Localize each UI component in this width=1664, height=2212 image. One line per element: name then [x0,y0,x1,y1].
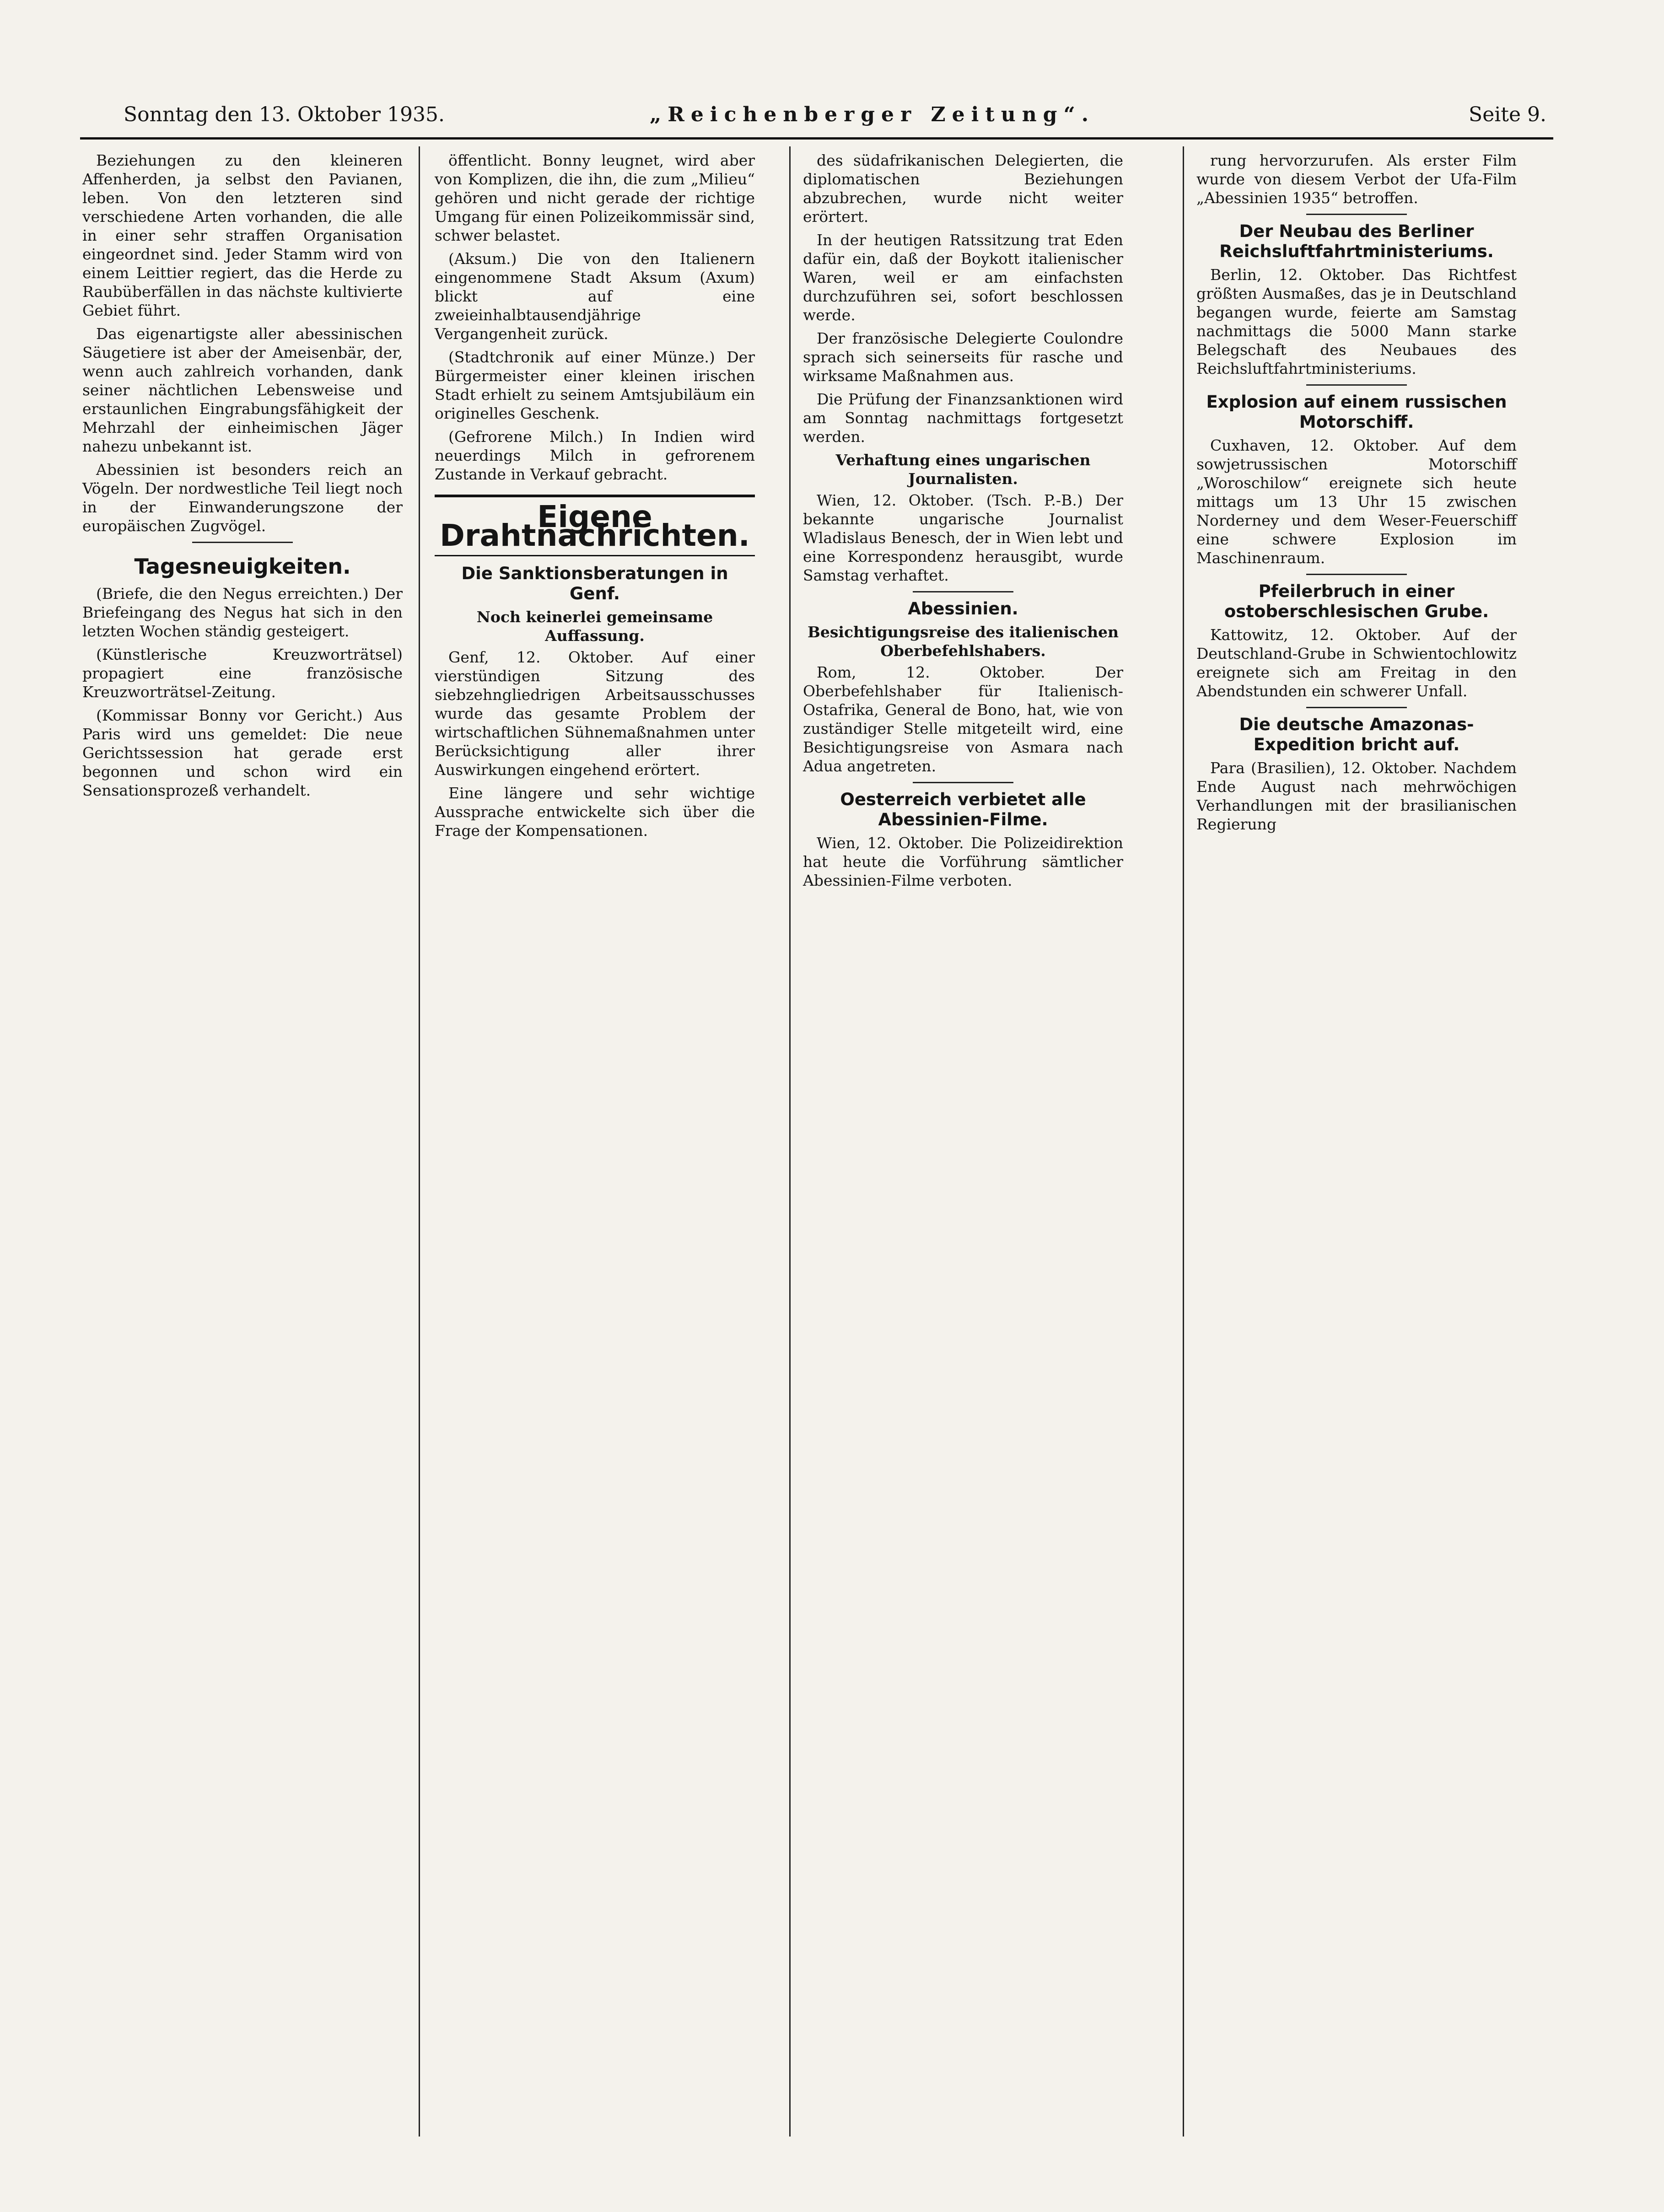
article-paragraph: rung hervorzurufen. Als erster Film wurde von diesem Verbot der Ufa-Film „Abessinien 1935“ betroffen. [1196,151,1517,207]
section-separator [192,542,293,543]
article-headline: Pfeilerbruch in einer ostoberschlesischen Grube. [1224,581,1489,621]
article-paragraph: (Aksum.) Die von den Italienern eingenommene Stadt Aksum (Axum) blickt auf eine zweieinhalbtausendjährige Vergangenheit zurück. [435,250,755,343]
column-1 [82,151,403,804]
newspaper-title: „Reichenberger Zeitung“. [650,103,1095,126]
article-paragraph: Cuxhaven, 12. Oktober. Auf dem sowjetrussischen Motorschiff „Woroschilow“ ereignete sich heute mittags um 13 Uhr 15 zwischen Norderney und dem Weser-Feuerschiff eine schwere Explosion im Maschinenraum. [1196,436,1517,567]
article-paragraph: Die Prüfung der Finanzsanktionen wird am Sonntag nachmittags fortgesetzt werden. [803,390,1123,446]
issue-date: Sonntag den 13. Oktober 1935. [124,103,445,126]
article-paragraph: Wien, 12. Oktober. (Tsch. P.-B.) Der bekannte ungarische Journalist Wladislaus Benesch, der in Wien lebt und eine Korrespondenz herausgibt, wurde Samstag verhaftet. [803,491,1123,584]
section-separator [913,782,1013,783]
section-separator [913,591,1013,592]
page-header [124,103,1546,135]
article-paragraph: Genf, 12. Oktober. Auf einer vierstündigen Sitzung des siebzehngliedrigen Arbeitsausschusses wurde das gesamte Problem der wirtschaftlichen Sühnemaßnahmen unter Berücksichtigung aller ihrer Auswirkungen eingehend erörtert. [435,648,755,779]
article-subheadline: Noch keinerlei gemeinsame Auffassung. [476,608,713,645]
article-headline: Verhaftung eines ungarischen Journalisten. [835,451,1091,488]
article-paragraph: (Stadtchronik auf einer Münze.) Der Bürgermeister einer kleinen irischen Stadt erhielt zu seinem Amtsjubiläum ein originelles Geschenk. [435,348,755,422]
article-headline: Die Sanktionsberatungen in Genf. [461,564,728,603]
article-paragraph: Para (Brasilien), 12. Oktober. Nachdem Ende August nach mehrwöchigen Verhandlungen mit der brasilianischen Regierung [1196,759,1517,833]
column-3 [803,151,1123,894]
section-separator [1306,384,1407,386]
article-paragraph: Abessinien ist besonders reich an Vögeln. Der nordwestliche Teil liegt noch in der Einwanderungszone der europäischen Zugvögel. [82,461,403,535]
article-paragraph: Eine längere und sehr wichtige Aussprache entwickelte sich über die Frage der Kompensationen. [435,784,755,840]
article-paragraph: (Künstlerische Kreuzworträtsel) propagiert eine französische Kreuzworträtsel-Zeitung. [82,646,403,701]
header-rule [80,137,1553,140]
article-headline: Abessinien. [908,599,1018,619]
article-paragraph: Rom, 12. Oktober. Der Oberbefehlshaber für Italienisch-Ostafrika, General de Bono, hat, wie von zuständiger Stelle mitgeteilt wird, eine Besichtigungsreise von Asmara nach Adua angetreten. [803,663,1123,775]
article-paragraph: öffentlicht. Bonny leugnet, wird aber von Komplizen, die ihn, die zum „Milieu“ gehören und nicht gerade der richtige Umgang für einen Polizeikommissär sind, schwer belastet. [435,151,755,244]
article-paragraph: Beziehungen zu den kleineren Affenherden, ja selbst den Pavianen, leben. Von den letzteren sind verschiedene Arten vorhanden, die alle in einer sehr straffen Organisation eingeordnet sind. Jeder Stamm wird von einem Leittier regiert, das die Herde zu Raubüberfällen in das nächste kultivierte Gebiet führt. [82,151,403,319]
article-paragraph: In der heutigen Ratssitzung trat Eden dafür ein, daß der Boykott italienischer Waren, weil er am einfachsten durchzuführen sei, sofort beschlossen werde. [803,231,1123,324]
section-banner: Eigene Drahtnachrichten. [435,495,755,556]
article-paragraph: Das eigenartigste aller abessinischen Säugetiere ist aber der Ameisenbär, der, wenn auch zahlreich vorhanden, dank seiner nächtlichen Lebensweise und erstaunlichen Eingrabungsfähigkeit der Mehrzahl der einheimischen Jäger nahezu unbekannt ist. [82,325,403,455]
section-separator [1306,214,1407,215]
column-4 [1196,151,1517,838]
article-paragraph: Berlin, 12. Oktober. Das Richtfest größten Ausmaßes, das je in Deutschland begangen wurde, feierte am Samstag nachmittags die 5000 Mann starke Belegschaft des Neubaues des Reichsluftfahrtministeriums. [1196,266,1517,377]
article-headline: Oesterreich verbietet alle Abessinien-Filme. [840,790,1086,829]
page-number: Seite 9. [1469,103,1546,126]
article-paragraph: Kattowitz, 12. Oktober. Auf der Deutschland-Grube in Schwientochlowitz ereignete sich am Freitag in den Abendstunden ein schwerer Unfall. [1196,626,1517,700]
article-headline: Die deutsche Amazonas-Expedition bricht auf. [1239,715,1474,754]
article-paragraph: Der französische Delegierte Coulondre sprach sich seinerseits für rasche und wirksame Maßnahmen aus. [803,329,1123,385]
article-headline: Explosion auf einem russischen Motorschiff. [1206,392,1507,432]
article-subheadline: Besichtigungsreise des italienischen Oberbefehlshabers. [807,623,1119,660]
article-headline: Der Neubau des Berliner Reichsluftfahrtministeriums. [1219,221,1494,261]
column-divider [789,146,791,2137]
column-2 [435,151,755,845]
section-separator [1306,707,1407,708]
column-divider [1183,146,1184,2137]
column-divider [419,146,420,2137]
article-paragraph: des südafrikanischen Delegierten, die diplomatischen Beziehungen abzubrechen, wurde nicht weiter erörtert. [803,151,1123,226]
article-paragraph: Wien, 12. Oktober. Die Polizeidirektion hat heute die Vorführung sämtlicher Abessinien-Filme verboten. [803,834,1123,889]
section-separator [1306,574,1407,575]
article-paragraph: (Briefe, die den Negus erreichten.) Der Briefeingang des Negus hat sich in den letzten Wochen ständig gesteigert. [82,585,403,640]
article-paragraph: (Kommissar Bonny vor Gericht.) Aus Paris wird uns gemeldet: Die neue Gerichtssession hat gerade erst begonnen und schon wird ein Sensationsprozeß verhandelt. [82,706,403,799]
article-paragraph: (Gefrorene Milch.) In Indien wird neuerdings Milch in gefrorenem Zustande in Verkauf gebracht. [435,428,755,483]
section-heading: Tagesneuigkeiten. [134,554,351,579]
